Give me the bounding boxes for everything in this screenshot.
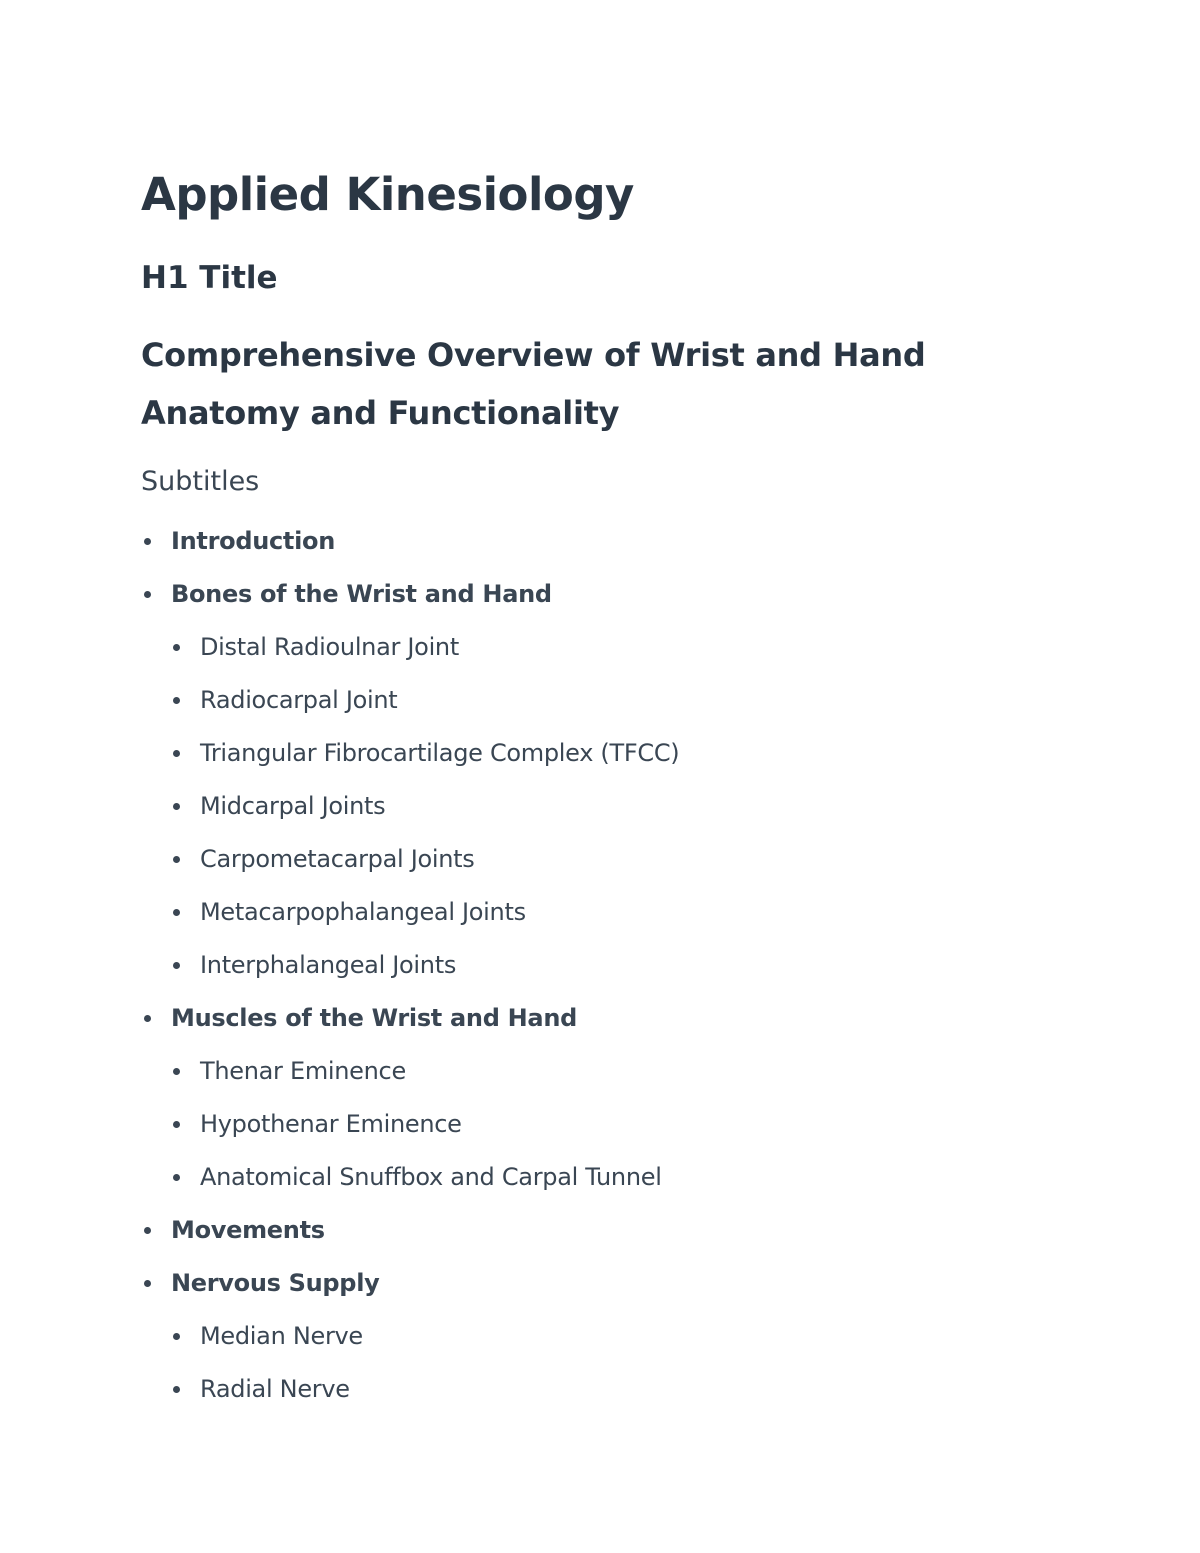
bullet-icon (144, 538, 151, 545)
outline-item-label: Introduction (171, 527, 335, 555)
bullet-icon (144, 591, 151, 598)
outline-item-label: Interphalangeal Joints (200, 951, 457, 979)
bullet-icon (173, 644, 180, 651)
outline-item-label: Midcarpal Joints (200, 792, 386, 820)
bullet-icon (173, 1068, 180, 1075)
h1-title-label: H1 Title (141, 260, 278, 296)
bullet-icon (144, 1227, 151, 1234)
bullet-icon (144, 1280, 151, 1287)
main-heading: Comprehensive Overview of Wrist and Hand Anatomy and Functionality (141, 336, 926, 432)
bullet-icon (173, 1333, 180, 1340)
bullet-icon (173, 962, 180, 969)
bullet-icon (173, 1386, 180, 1393)
bullet-icon (173, 909, 180, 916)
document-title: Applied Kinesiology (141, 168, 634, 221)
bullet-icon (173, 697, 180, 704)
bullet-icon (173, 856, 180, 863)
subtitles-label: Subtitles (141, 466, 260, 497)
outline-item-label: Hypothenar Eminence (200, 1110, 462, 1138)
bullet-icon (173, 750, 180, 757)
bullet-icon (173, 803, 180, 810)
outline-item-label: Median Nerve (200, 1322, 363, 1350)
outline-item-label: Thenar Eminence (200, 1057, 406, 1085)
outline-item-label: Radiocarpal Joint (200, 686, 398, 714)
outline-item-label: Triangular Fibrocartilage Complex (TFCC) (200, 739, 680, 767)
bullet-icon (173, 1174, 180, 1181)
outline-item-label: Radial Nerve (200, 1375, 350, 1403)
bullet-icon (144, 1015, 151, 1022)
bullet-icon (173, 1121, 180, 1128)
outline-item-label: Anatomical Snuffbox and Carpal Tunnel (200, 1163, 662, 1191)
outline-item-label: Metacarpophalangeal Joints (200, 898, 526, 926)
outline-item-label: Carpometacarpal Joints (200, 845, 475, 873)
outline-item-label: Bones of the Wrist and Hand (171, 580, 552, 608)
outline-item-label: Muscles of the Wrist and Hand (171, 1004, 577, 1032)
outline-item-label: Nervous Supply (171, 1269, 380, 1297)
outline-item-label: Distal Radioulnar Joint (200, 633, 459, 661)
outline-item-label: Movements (171, 1216, 325, 1244)
